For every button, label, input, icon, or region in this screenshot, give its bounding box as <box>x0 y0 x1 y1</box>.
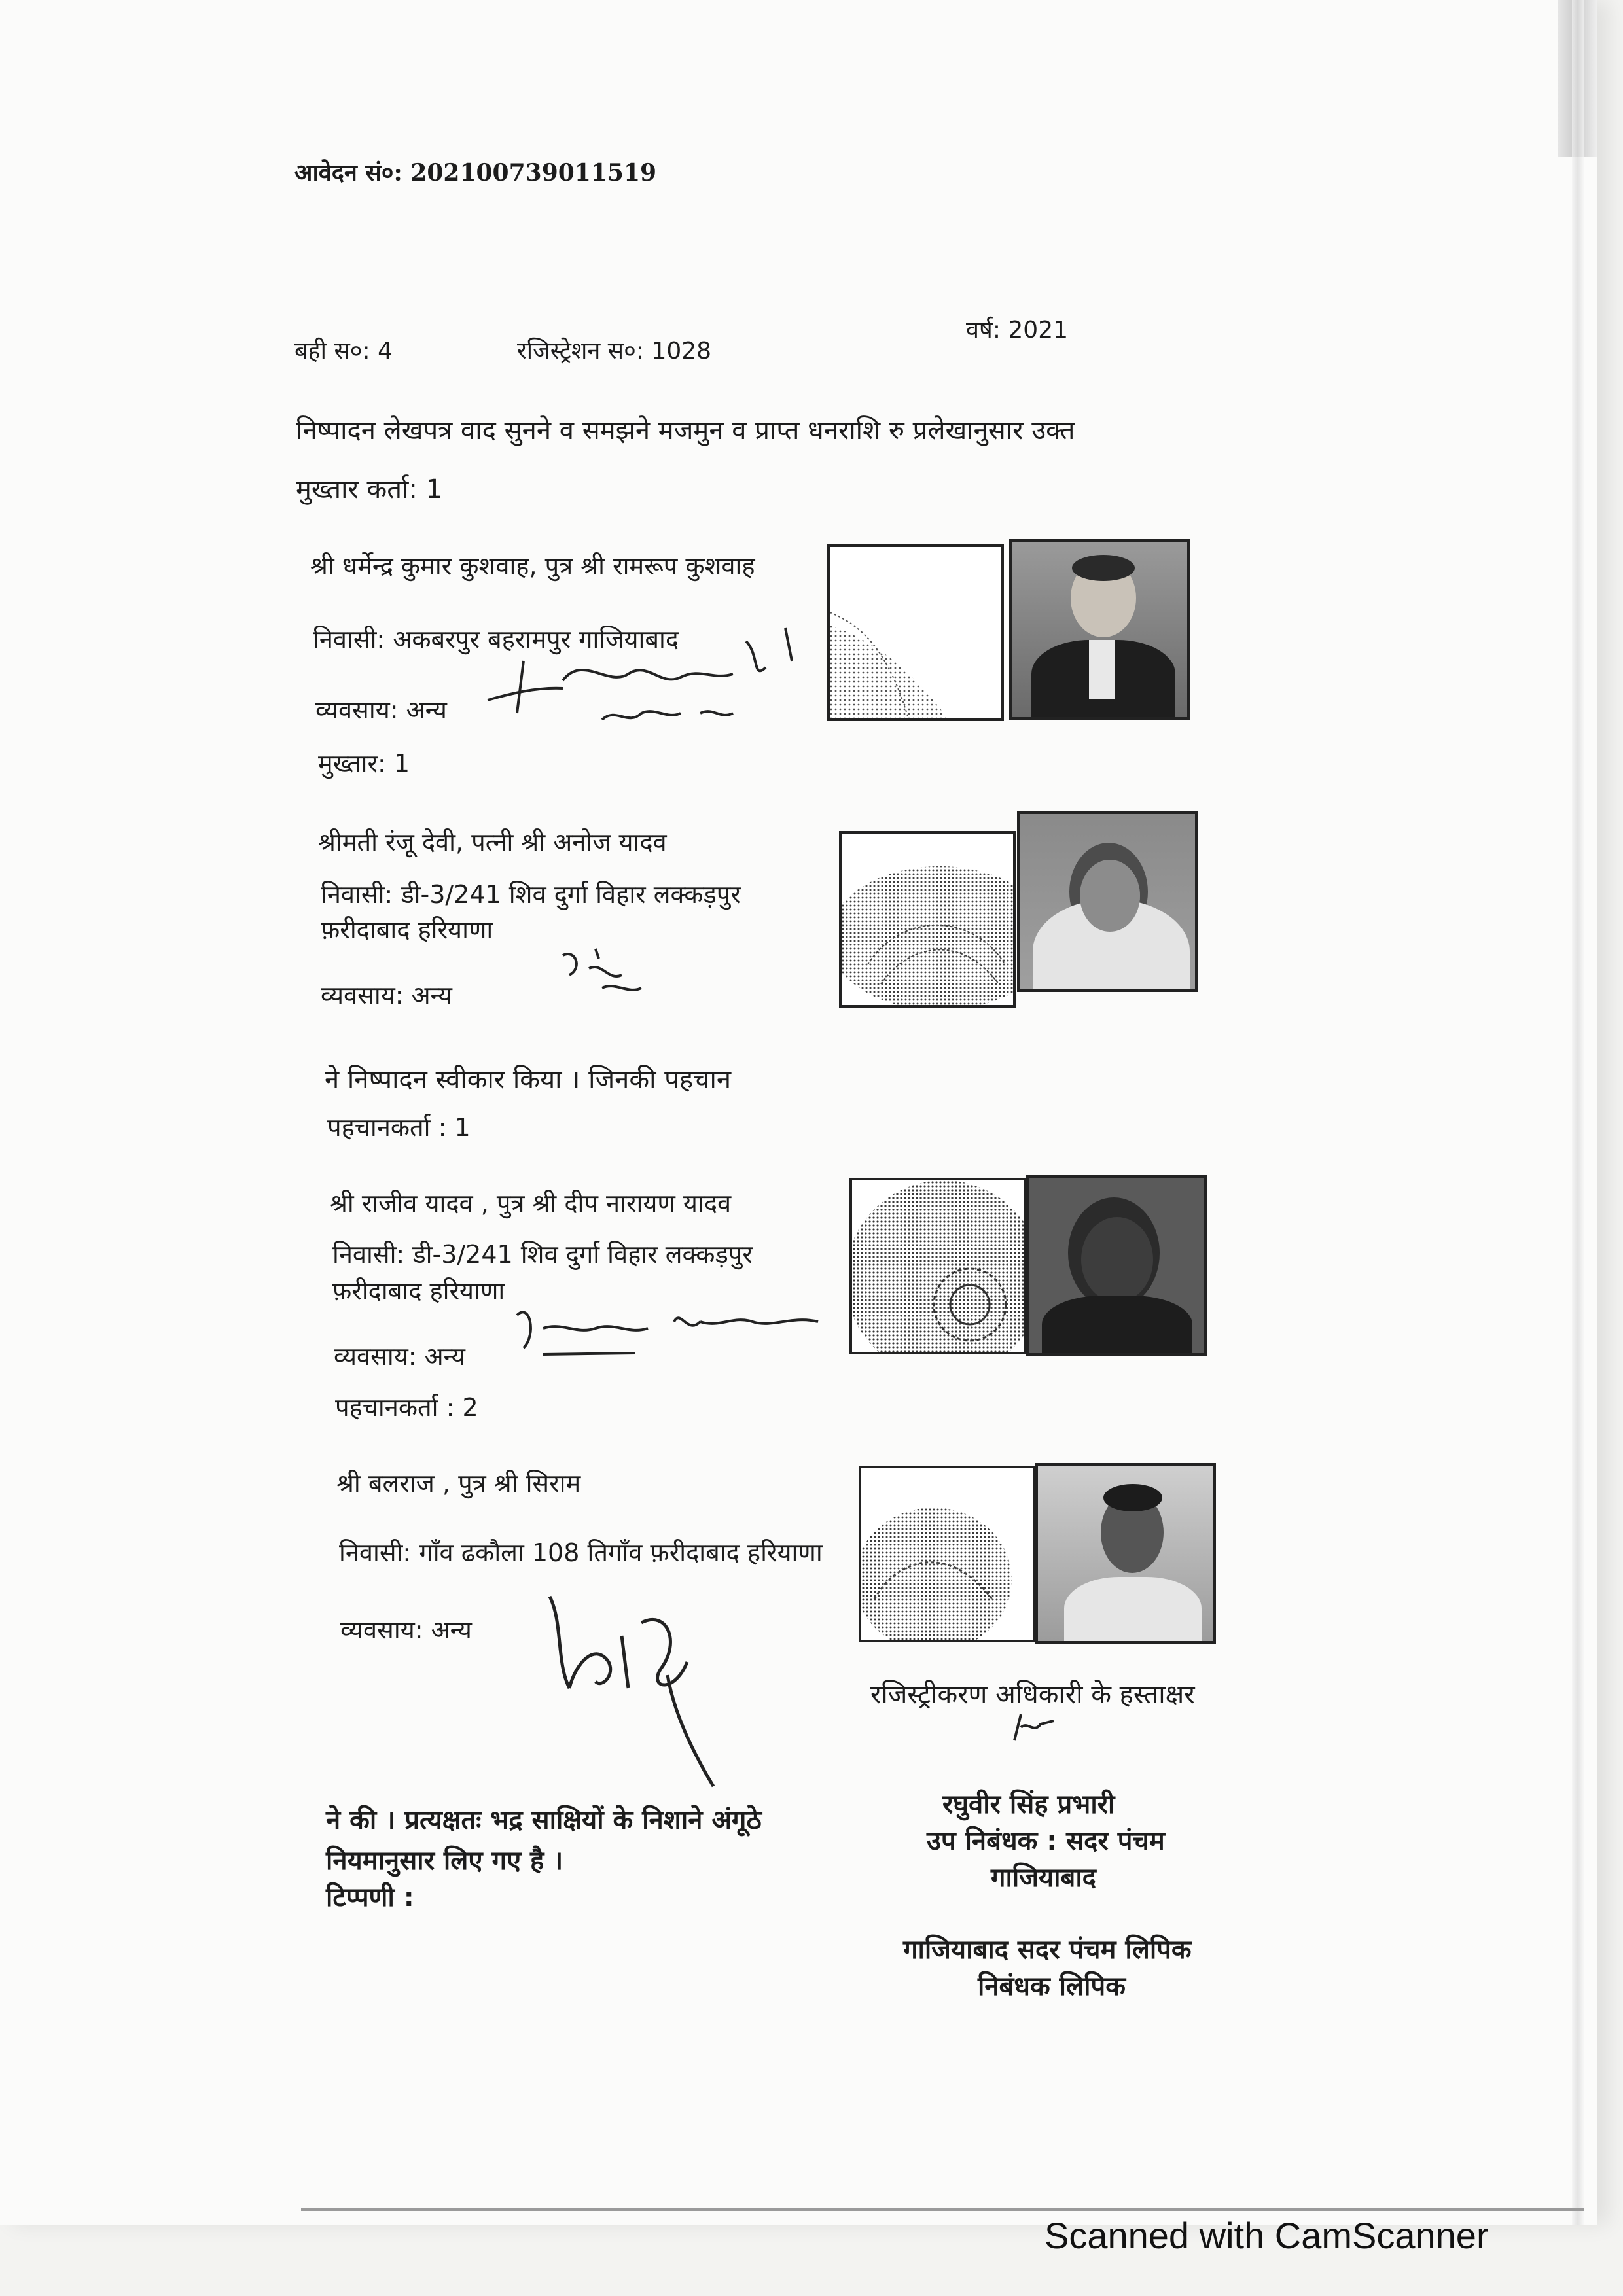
thumbprint-icon <box>827 544 1004 721</box>
signature-icon <box>504 1296 831 1368</box>
thumbprint-icon <box>859 1466 1035 1642</box>
clerk-line-2: निबंधक लिपिक <box>978 1971 1126 2002</box>
officer-signature-label: रजिस्ट्रीकरण अधिकारी के हस्ताक्षर <box>870 1680 1195 1710</box>
person-2-occupation: व्यवसाय: अन्य <box>321 981 452 1010</box>
acceptance-line-1: ने निष्पादन स्वीकार किया । जिनकी पहचान <box>325 1065 732 1095</box>
closing-line-1: ने की । प्रत्यक्षतः भद्र साक्षियों के निशाने अंगूठे <box>326 1805 762 1835</box>
officer-designation: उप निबंधक : सदर पंचम <box>927 1826 1165 1856</box>
person-photo-icon <box>1009 539 1190 720</box>
person-1-name: श्री धर्मेन्द्र कुमार कुशवाह, पुत्र श्री रामरूप कुशवाह <box>310 552 755 580</box>
person-photo-icon <box>1017 811 1198 992</box>
camscanner-watermark: Scanned with CamScanner <box>1044 2215 1489 2256</box>
book-number: बही स०: 4 <box>294 338 393 364</box>
remarks-label: टिप्पणी : <box>326 1882 414 1913</box>
person-3-name: श्री राजीव यादव , पुत्र श्री दीप नारायण यादव <box>330 1189 732 1218</box>
person-3-role: पहचानकर्ता : 2 <box>335 1393 478 1422</box>
acceptance-line-2: पहचानकर्ता : 1 <box>327 1113 471 1142</box>
thumbprint-icon <box>839 831 1016 1008</box>
person-2-name: श्रीमती रंजू देवी, पत्नी श्री अनोज यादव <box>318 828 667 857</box>
page-bottom-edge <box>301 2208 1584 2211</box>
officer-name: रघुवीर सिंह प्रभारी <box>942 1790 1115 1820</box>
thumbprint-icon <box>849 1178 1026 1354</box>
signature-icon <box>556 942 648 1001</box>
signature-icon <box>537 1583 733 1793</box>
person-4-residence: निवासी: गाँव ढकौला 108 तिगाँव फ़रीदाबाद हरियाणा <box>339 1538 823 1567</box>
registration-number: रजिस्ट्रेशन स०: 1028 <box>517 338 712 364</box>
person-3-occupation: व्यवसाय: अन्य <box>334 1342 465 1371</box>
closing-line-2: नियमानुसार लिए गए है । <box>326 1846 563 1876</box>
person-4-occupation: व्यवसाय: अन्य <box>340 1616 472 1644</box>
year-label: वर्ष: 2021 <box>966 317 1069 344</box>
signature-icon <box>1008 1708 1060 1747</box>
binder-edge-shadow <box>1572 0 1584 2225</box>
application-number: आवेदन सं०: 202100739011519 <box>294 159 657 186</box>
person-1-role: मुख्तार: 1 <box>318 749 410 778</box>
person-1-residence: निवासी: अकबरपुर बहरामपुर गाजियाबाद <box>313 625 679 654</box>
clerk-line-1: गाजियाबाद सदर पंचम लिपिक <box>903 1935 1192 1965</box>
person-3-residence: निवासी: डी-3/241 शिव दुर्गा विहार लक्कड़पुर <box>332 1240 753 1269</box>
signature-icon <box>484 615 825 739</box>
person-3-residence-2: फ़रीदाबाद हरियाणा <box>332 1277 505 1305</box>
intro-line-2: मुख्तार कर्ता: 1 <box>296 474 443 504</box>
intro-line-1: निष्पादन लेखपत्र वाद सुनने व समझने मजमुन व प्राप्त धनराशि रु प्रलेखानुसार उक्त <box>296 415 1075 446</box>
person-1-occupation: व्यवसाय: अन्य <box>315 696 447 724</box>
person-4-name: श्री बलराज , पुत्र श्री सिराम <box>336 1469 581 1498</box>
officer-place: गाजियाबाद <box>991 1863 1096 1893</box>
person-2-residence-2: फ़रीदाबाद हरियाणा <box>321 915 493 944</box>
person-photo-icon <box>1026 1175 1207 1356</box>
person-photo-icon <box>1035 1463 1216 1644</box>
person-2-residence: निवासी: डी-3/241 शिव दुर्गा विहार लक्कड़पुर <box>321 880 741 909</box>
